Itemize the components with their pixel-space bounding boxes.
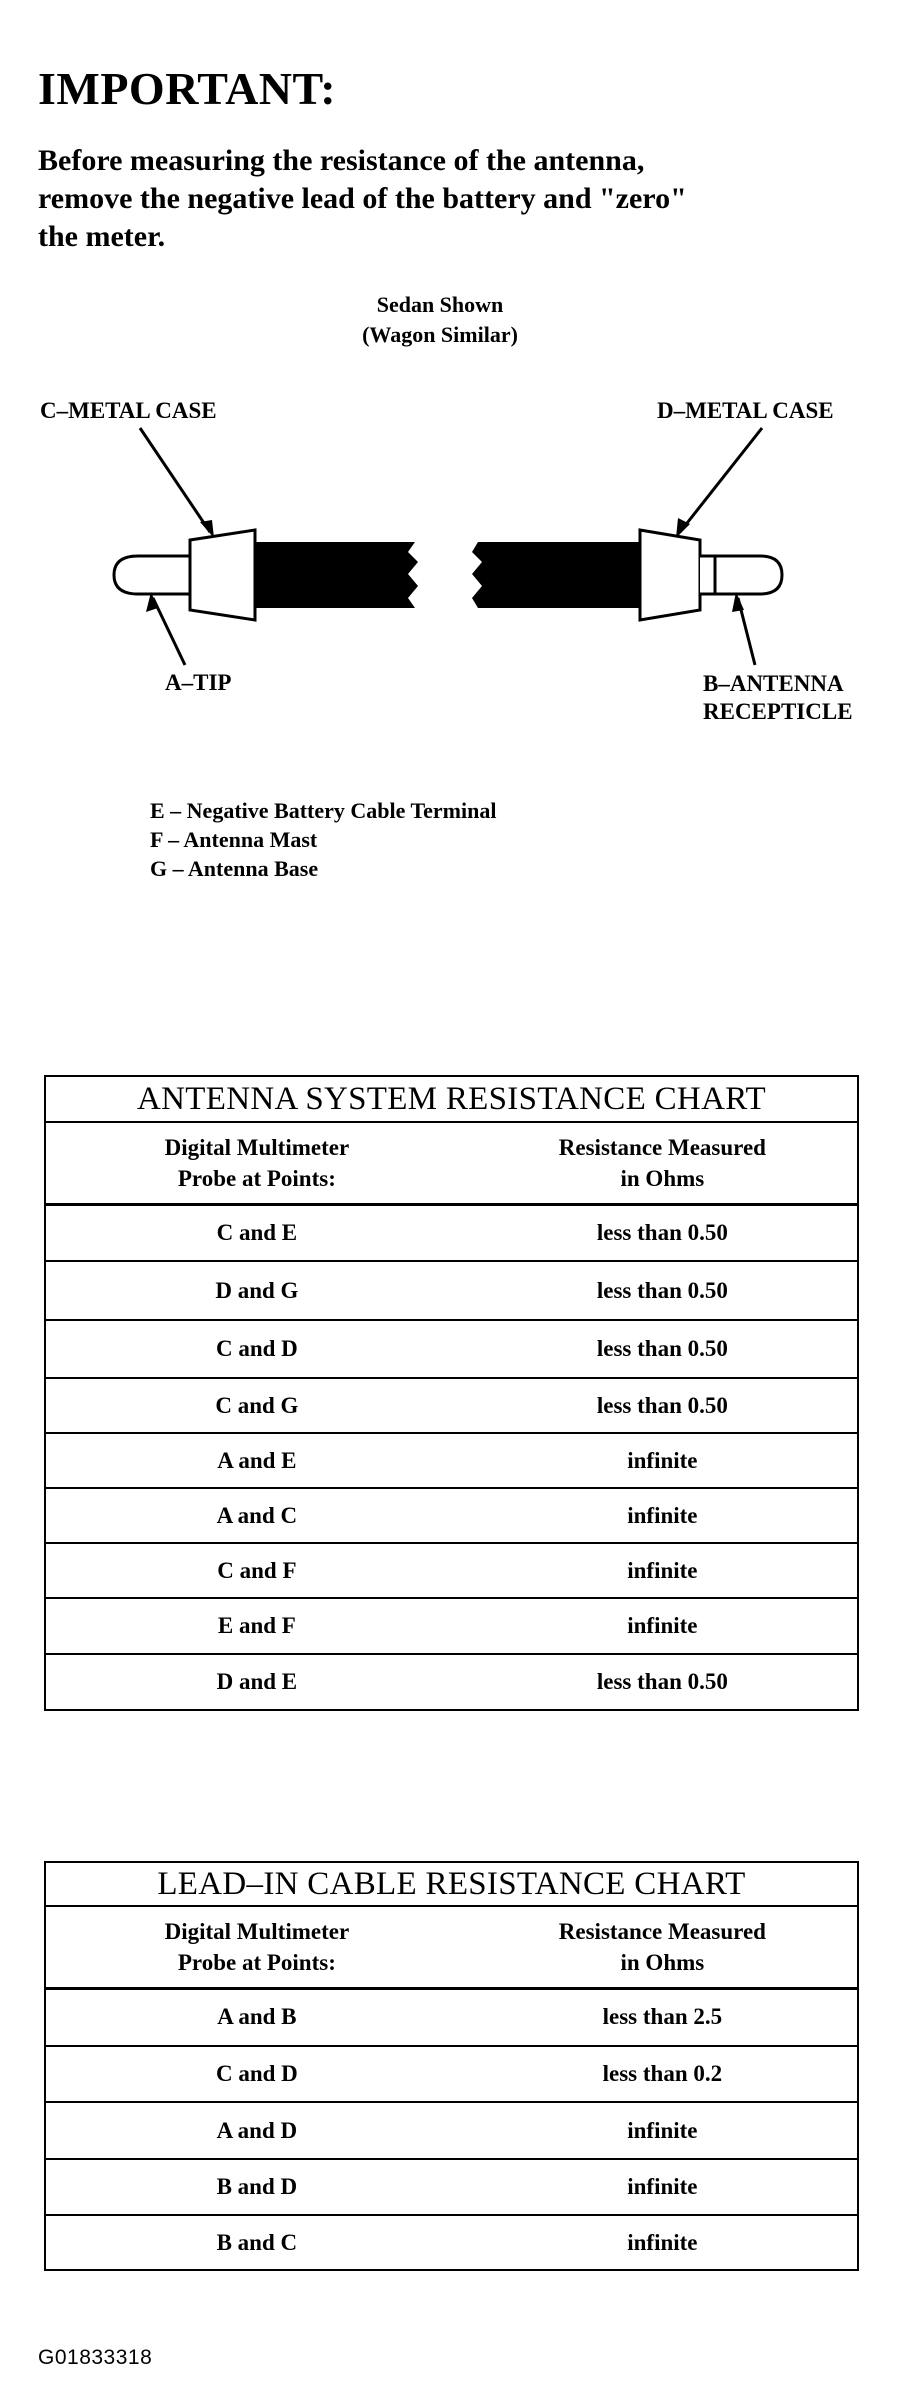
note-line: Before measuring the resistance of the antenna, bbox=[38, 144, 645, 177]
table-row bbox=[45, 1654, 858, 1710]
resistance-cell: less than 0.50 bbox=[468, 1204, 858, 1261]
cable-left-shape bbox=[255, 542, 418, 608]
probe-points-cell: C and D bbox=[45, 1320, 468, 1378]
resistance-cell: less than 0.50 bbox=[468, 1378, 858, 1433]
label-b-receptacle bbox=[703, 670, 853, 726]
column-header-line: in Ohms bbox=[620, 1165, 705, 1191]
figure-id: G01833318 bbox=[38, 2346, 153, 2369]
table-row bbox=[45, 2215, 858, 2270]
probe-points-cell: B and C bbox=[45, 2215, 468, 2270]
column-header-line: in Ohms bbox=[620, 1949, 705, 1975]
resistance-cell: infinite bbox=[468, 2102, 858, 2159]
metal-case-c-shape bbox=[190, 530, 255, 620]
antenna-system-resistance-chart bbox=[44, 1075, 859, 1711]
table-row bbox=[45, 1378, 858, 1433]
diagram-caption-line: Sedan Shown bbox=[376, 292, 504, 317]
resistance-cell: less than 0.50 bbox=[468, 1320, 858, 1378]
table-row bbox=[45, 1543, 858, 1598]
table-row bbox=[45, 2102, 858, 2159]
page-heading: IMPORTANT: bbox=[38, 63, 337, 114]
label-d-metal-case: D–METAL CASE bbox=[657, 398, 834, 423]
resistance-cell: infinite bbox=[468, 1543, 858, 1598]
probe-points-cell: C and F bbox=[45, 1543, 468, 1598]
chart-title: ANTENNA SYSTEM RESISTANCE CHART bbox=[45, 1076, 858, 1122]
probe-points-cell: A and E bbox=[45, 1433, 468, 1488]
column-header-resistance bbox=[468, 1122, 858, 1204]
column-header-line: Probe at Points: bbox=[177, 1165, 336, 1191]
probe-points-cell: C and D bbox=[45, 2046, 468, 2102]
probe-points-cell: B and D bbox=[45, 2159, 468, 2215]
table-row bbox=[45, 1204, 858, 1261]
resistance-cell: infinite bbox=[468, 2215, 858, 2270]
column-header-probe-points bbox=[45, 1122, 468, 1204]
receptacle-b-shape bbox=[700, 556, 782, 594]
legend-item: E – Negative Battery Cable Terminal bbox=[150, 798, 497, 823]
table-row bbox=[45, 1433, 858, 1488]
label-b-line: B–ANTENNA bbox=[703, 671, 844, 696]
table-row bbox=[45, 2159, 858, 2215]
table-row bbox=[45, 1320, 858, 1378]
probe-points-cell: C and E bbox=[45, 1204, 468, 1261]
note-line: remove the negative lead of the battery and "zero" bbox=[38, 182, 687, 215]
probe-points-cell: C and G bbox=[45, 1378, 468, 1433]
metal-case-d-shape bbox=[640, 530, 700, 620]
probe-points-cell: D and G bbox=[45, 1261, 468, 1320]
table-row bbox=[45, 1598, 858, 1654]
column-header-line: Digital Multimeter bbox=[164, 1918, 350, 1944]
label-b-line: RECEPTICLE bbox=[703, 699, 853, 724]
resistance-cell: less than 2.5 bbox=[468, 1988, 858, 2046]
legend-item: G – Antenna Base bbox=[150, 856, 319, 881]
legend-item: F – Antenna Mast bbox=[150, 827, 318, 852]
table-row bbox=[45, 1488, 858, 1543]
resistance-cell: less than 0.50 bbox=[468, 1654, 858, 1710]
label-c-metal-case: C–METAL CASE bbox=[40, 398, 217, 423]
diagram-caption-line: (Wagon Similar) bbox=[362, 322, 518, 347]
cable-right-shape bbox=[472, 542, 640, 608]
probe-points-cell: D and E bbox=[45, 1654, 468, 1710]
resistance-cell: less than 0.2 bbox=[468, 2046, 858, 2102]
column-header-resistance bbox=[468, 1906, 858, 1988]
column-header-line: Resistance Measured bbox=[558, 1918, 766, 1944]
lead-in-cable-resistance-chart bbox=[44, 1861, 859, 2271]
antenna-cable-diagram bbox=[0, 0, 915, 760]
probe-points-cell: A and C bbox=[45, 1488, 468, 1543]
probe-points-cell: E and F bbox=[45, 1598, 468, 1654]
probe-points-cell: A and D bbox=[45, 2102, 468, 2159]
column-header-line: Resistance Measured bbox=[558, 1134, 766, 1160]
table-row bbox=[45, 1988, 858, 2046]
resistance-cell: infinite bbox=[468, 1488, 858, 1543]
column-header-line: Digital Multimeter bbox=[164, 1134, 350, 1160]
diagram-legend bbox=[150, 796, 496, 883]
table-row bbox=[45, 1261, 858, 1320]
column-header-line: Probe at Points: bbox=[177, 1949, 336, 1975]
probe-points-cell: A and B bbox=[45, 1988, 468, 2046]
resistance-cell: infinite bbox=[468, 1598, 858, 1654]
resistance-cell: less than 0.50 bbox=[468, 1261, 858, 1320]
label-a-tip: A–TIP bbox=[165, 670, 232, 695]
table-row bbox=[45, 2046, 858, 2102]
column-header-probe-points bbox=[45, 1906, 468, 1988]
chart-title: LEAD–IN CABLE RESISTANCE CHART bbox=[45, 1862, 858, 1906]
note-line: the meter. bbox=[38, 220, 166, 253]
tip-a-shape bbox=[114, 556, 190, 594]
resistance-cell: infinite bbox=[468, 1433, 858, 1488]
resistance-cell: infinite bbox=[468, 2159, 858, 2215]
